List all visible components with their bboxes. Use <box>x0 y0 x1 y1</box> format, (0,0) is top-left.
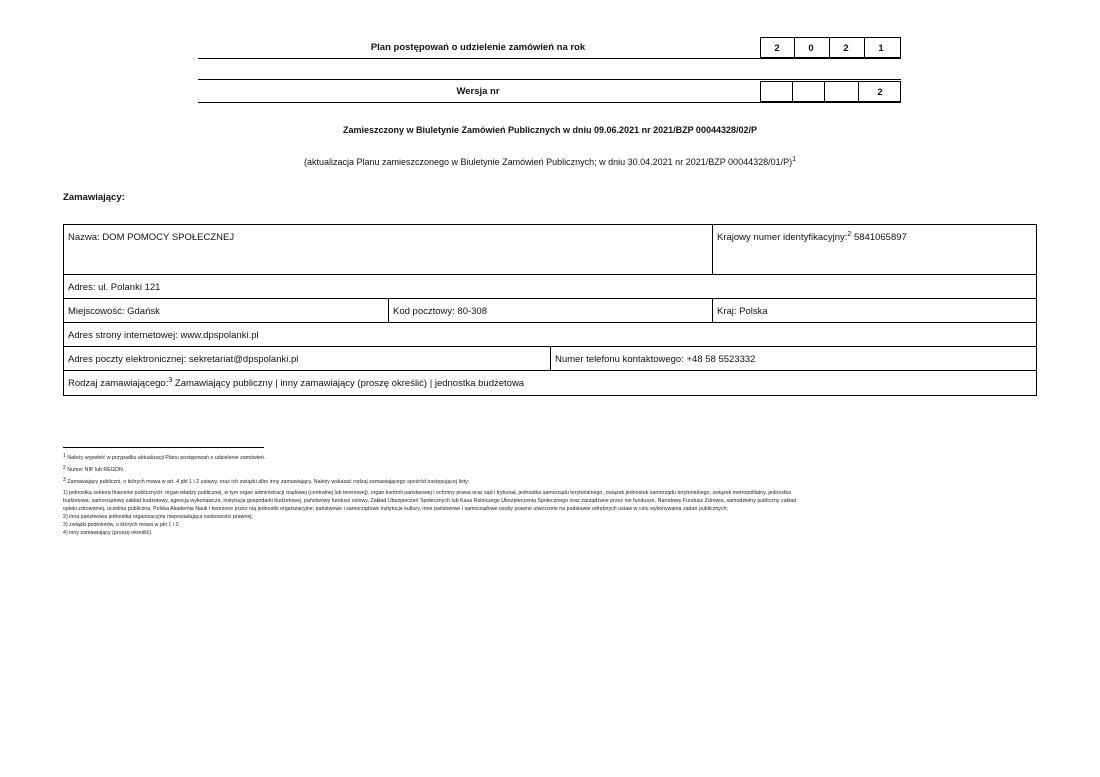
buyer-type <box>64 371 1036 395</box>
buyer-type-label: Rodzaj zamawiającego: <box>68 378 169 389</box>
footnote-3 <box>63 479 1043 487</box>
footnote-text: Numer NIP lub REGON. <box>67 467 125 473</box>
footnote-list-item: budżetowa, samorządowy zakład budżetowy, agencja wykonawcza, instytucja gospodarki budżetowej, państwowy fundusz celowy, Zakład Ubezpieczeń Społecznych lub Kasa Rolniczego Ubezpieczenia Społecznego oraz zarządzane przez nie fundusze, Narodowy Fundusz Zdrowia, samodzielny publiczny zakład <box>63 498 797 504</box>
version-bottom-rule <box>198 102 901 103</box>
year-digit-boxes <box>760 37 901 58</box>
year-digit: 2 <box>829 38 862 59</box>
table-row <box>64 347 1036 371</box>
footnote-ref-2: 2 <box>847 231 852 238</box>
footnote-list-item: opieki zdrowotnej, uczelnia publiczna, Polska Akademia Nauk i tworzone przez nią jednostki organizacyjne, państwowe i samorządowe instytucje kultury, inne państwowe i samorządowe osoby prawne utworzone na podstawie odrębnych ustaw w celu wykonywania zadań publicznych; <box>63 506 729 512</box>
publication-line: Zamieszczony w Biuletynie Zamówień Publicznych w dniu 09.06.2021 nr 2021/BZP 00044328/02/P <box>342 125 757 135</box>
buyer-city: Miejscowość: Gdańsk <box>68 306 160 317</box>
footnote-marker: 2 <box>63 465 66 471</box>
footnote-2 <box>63 467 1043 475</box>
buyer-address: Adres: ul. Polanki 121 <box>68 282 161 293</box>
buyer-country: Kraj: Polska <box>712 299 1036 322</box>
version-top-rule <box>198 79 901 80</box>
version-digit <box>760 82 793 103</box>
buyer-nip-cell <box>712 225 1036 274</box>
buyer-type-value: Zamawiający publiczny | inny zamawiający (proszę określić) | jednostka budżetowa <box>174 378 525 389</box>
plan-title: Plan postępowań o udzielenie zamówień na rok <box>370 42 586 53</box>
nip-label: Krajowy numer identyfikacyjny: <box>717 232 848 243</box>
version-digit-boxes <box>760 81 901 102</box>
footnote-marker: 1 <box>63 453 66 459</box>
table-row <box>64 323 1036 347</box>
buyer-phone: Numer telefonu kontaktowego: +48 58 5523332 <box>550 347 1036 370</box>
footnote-list-item: 4) inny zamawiający (proszę określić). <box>63 530 153 536</box>
year-digit: 2 <box>760 38 793 59</box>
table-row <box>64 275 1036 299</box>
footnote-1 <box>63 455 1043 463</box>
footnote-list-item: 1) jednostka sektora finansów publicznych: organ władzy publicznej, w tym organ administracji rządowej (centralnej lub terenowej), organ kontroli państwowej i ochrony prawa oraz sąd i trybunał, jednostka samorządu terytorialnego, związek jednostek samorządu terytorialnego, związek metropolitalny, jednostka <box>63 490 791 496</box>
footnote-ref-3: 3 <box>168 377 173 384</box>
version-digit <box>792 82 825 103</box>
footnote-list-item: 3) związki podmiotów, o których mowa w pkt 1 i 2; <box>63 522 180 528</box>
footnote-list-item: 2) inna państwowa jednostka organizacyjna nieposiadająca osobowości prawnej; <box>63 514 253 520</box>
table-row <box>64 299 1036 323</box>
version-digit: 2 <box>858 82 901 103</box>
year-digit: 1 <box>864 38 897 59</box>
version-label: Wersja nr <box>456 86 500 97</box>
year-digit: 0 <box>794 38 827 59</box>
nip-value: 5841065897 <box>853 232 907 243</box>
footnote-text: Należy wypełnić w przypadku aktualizacji Planu postępowań o udzielenie zamówień. <box>67 455 266 461</box>
table-row <box>64 371 1036 395</box>
plan-rule <box>198 58 901 59</box>
table-row <box>64 225 1036 275</box>
version-digit <box>824 82 857 103</box>
buyer-postal-code: Kod pocztowy: 80-308 <box>388 299 712 322</box>
footnote-marker: 3 <box>63 477 66 483</box>
footnote-text: Zamawiający publiczni, o których mowa w art. 4 pkt 1 i 2 ustawy, oraz ich związki albo inny zamawiający. Należy wskazać rodzaj zamawiającego spośród następującej listy: <box>67 479 470 485</box>
update-note <box>0 157 1100 167</box>
update-note-text: (aktualizacja Planu zamieszczonego w Biuletynie Zamówień Publicznych; w dniu 30.04.2021 nr 2021/BZP 00044328/01/P) <box>303 157 793 167</box>
buyer-name: Nazwa: DOM POMOCY SPOŁECZNEJ <box>68 232 235 243</box>
buyer-email: Adres poczty elektronicznej: sekretariat@dpspolanki.pl <box>68 354 299 365</box>
footnote-separator <box>63 447 264 448</box>
footnote-ref-1: 1 <box>792 156 797 163</box>
buyer-heading: Zamawiający: <box>63 192 125 203</box>
buyer-website: Adres strony internetowej: www.dpspolanki.pl <box>68 330 259 341</box>
buyer-table <box>63 224 1037 396</box>
